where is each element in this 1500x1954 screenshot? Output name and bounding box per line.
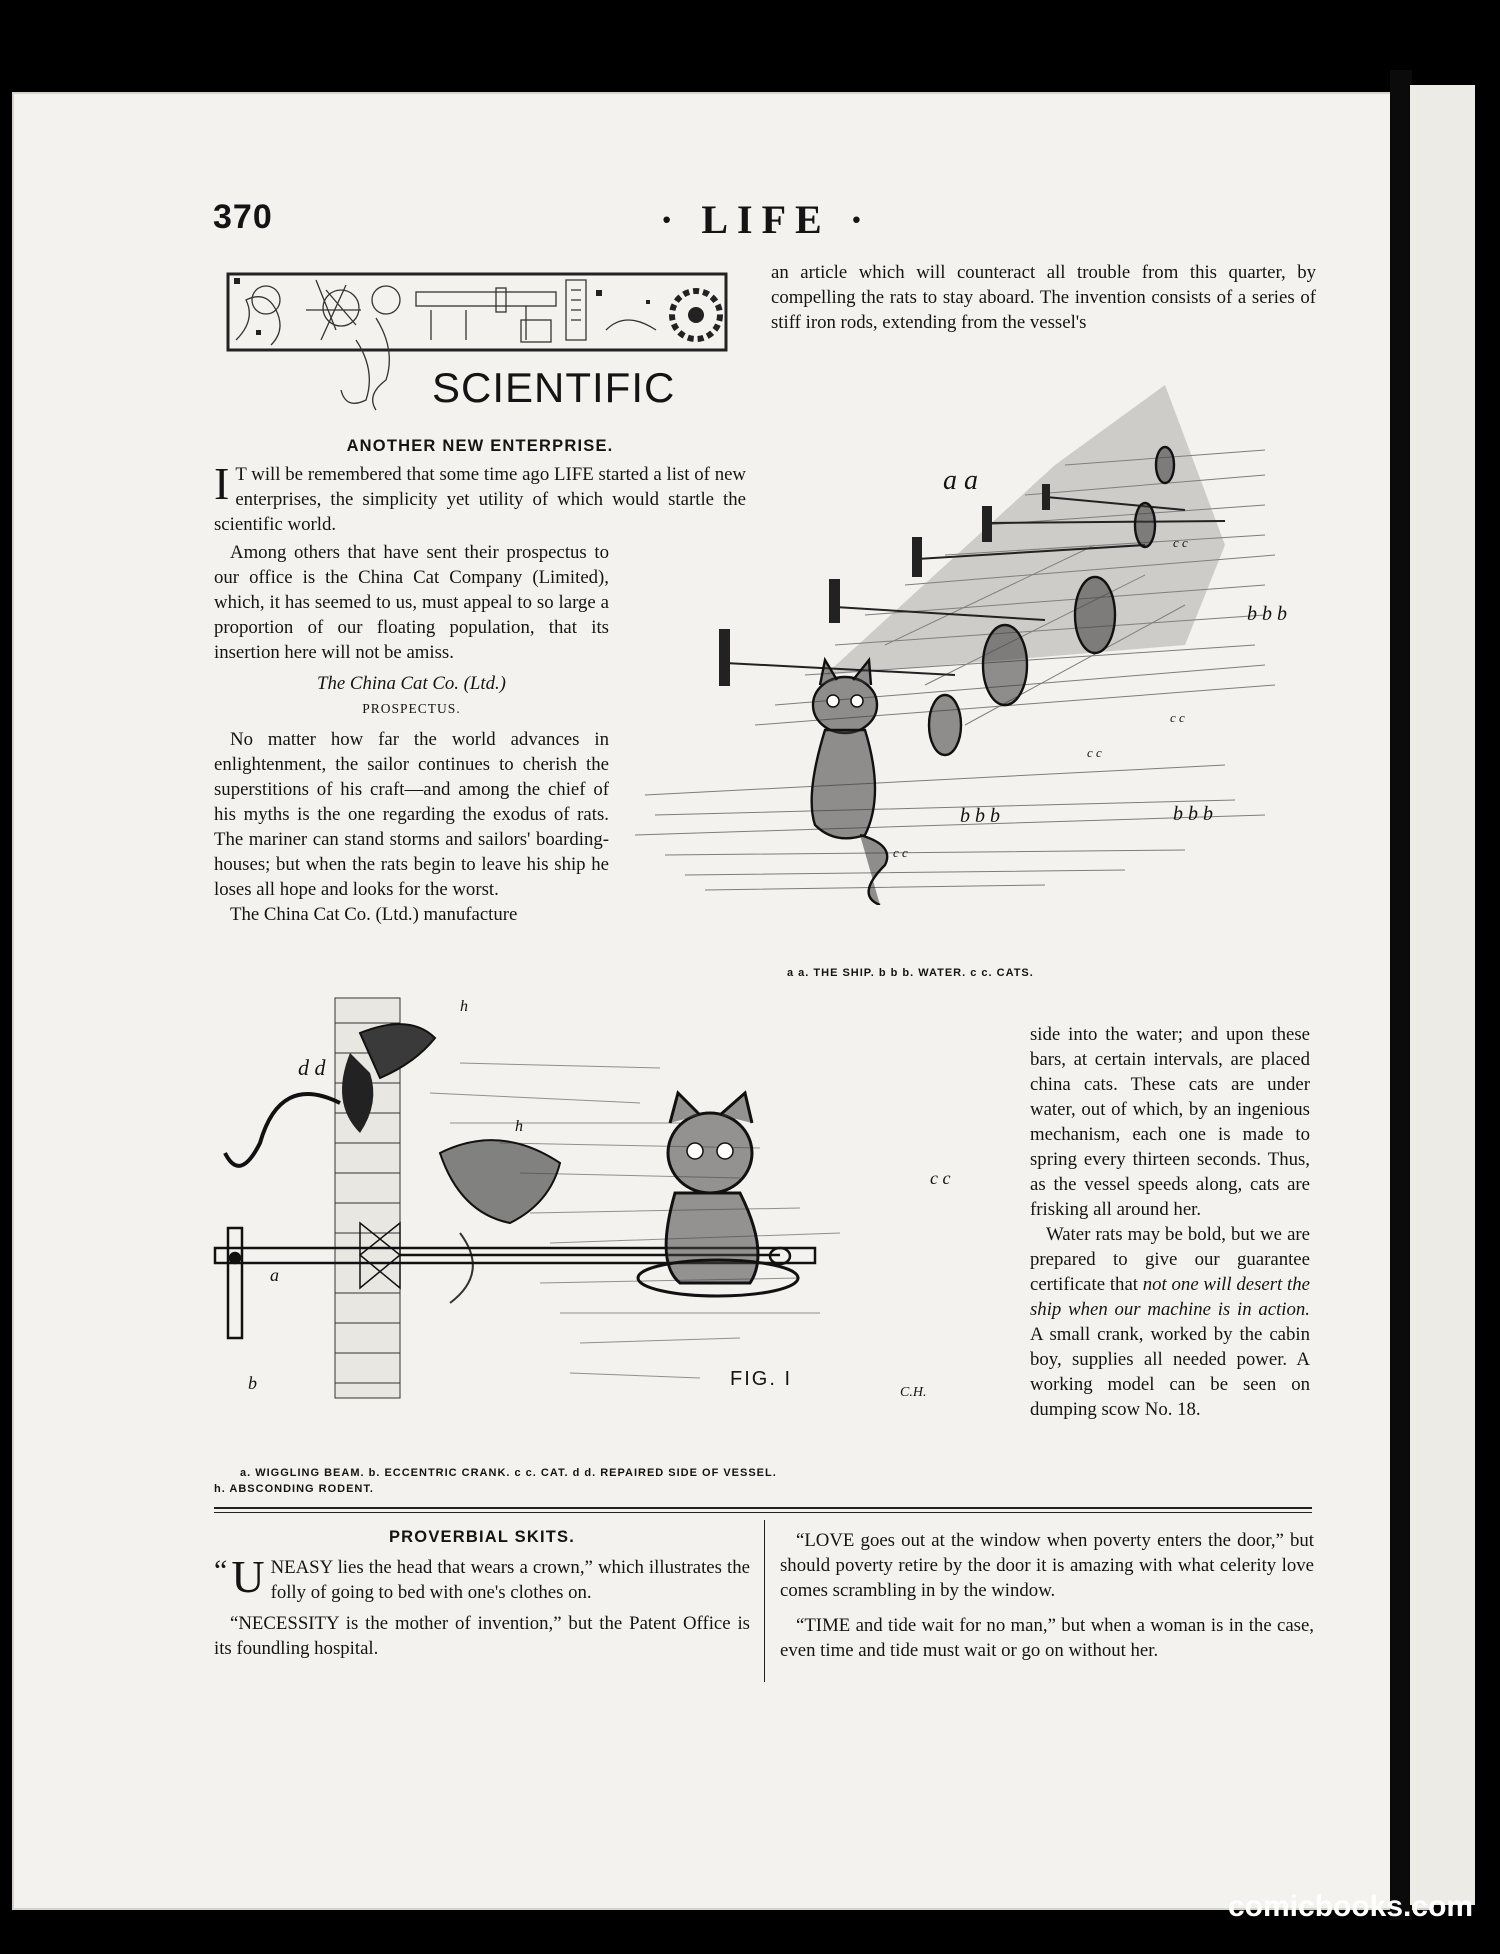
article-paragraph-7-start: Water rats may be bold, but we are prepared to give our guarantee certificate that bbox=[1030, 1224, 1310, 1295]
label-cats-1: c c bbox=[1173, 535, 1188, 550]
prospectus-label: PROSPECTUS. bbox=[362, 701, 461, 716]
figure1-caption: a a. THE SHIP. b b b. WATER. c c. CATS. bbox=[787, 967, 1034, 979]
masthead: · LIFE · bbox=[660, 197, 873, 242]
label-water-right-top: b b b bbox=[1247, 603, 1287, 625]
proverbs-column-left bbox=[214, 1528, 750, 1661]
section-divider-bottom bbox=[214, 1512, 1312, 1513]
article-paragraph-6: side into the water; and upon these bars, at certain intervals, are placed china cats. These cats are under water, out of which, by an ingenious mechanism, each one is made to spring every thirteen seconds. Thus, as the vessel speeds along, cats are frisking all around her. bbox=[1030, 1024, 1310, 1220]
artist-signature: C.H. bbox=[900, 1385, 927, 1400]
book-spine bbox=[1390, 70, 1412, 1920]
label-ship: a a bbox=[943, 465, 978, 496]
article-paragraph-2: Among others that have sent their prospectus to our office is the China Cat Company (Limited), which, it has seemed to us, must appeal to so large a proportion of our floating population, that its insertion here will not be amiss. bbox=[214, 542, 609, 663]
article-paragraph-7-end: A small crank, worked by the cabin boy, supplies all needed power. A working model can be seen on dumping scow No. 18. bbox=[1030, 1324, 1310, 1420]
article-paragraph-4: The China Cat Co. (Ltd.) manufacture bbox=[230, 904, 518, 925]
proverb-1: NEASY lies the head that wears a crown,” which illustrates the folly of going to bed with one's clothes on. bbox=[270, 1557, 750, 1603]
figure-mechanism bbox=[200, 993, 1000, 1413]
article-paragraph-7-italic: not one will desert the ship when our machine is in action. bbox=[1030, 1274, 1310, 1320]
label-crank: b bbox=[248, 1373, 257, 1393]
label-rodent-middle: h bbox=[515, 1118, 523, 1135]
article-column-left-narrow bbox=[214, 540, 609, 927]
label-beam: a bbox=[270, 1265, 279, 1285]
proverbs-title: PROVERBIAL SKITS. bbox=[388, 1528, 576, 1546]
label-repaired-side: d d bbox=[298, 1055, 326, 1080]
label-water-right: b b b bbox=[1173, 803, 1213, 825]
article-column-right-bottom bbox=[1030, 1022, 1310, 1422]
proverb-2: “NECESSITY is the mother of invention,” but the Patent Office is its foundling hospital. bbox=[214, 1613, 750, 1659]
opening-quote: “ bbox=[214, 1554, 228, 1587]
company-name: The China Cat Co. (Ltd.) bbox=[317, 673, 506, 694]
article-paragraph-5: an article which will counteract all trouble from this quarter, by compelling the rats to stay aboard. The invention consists of a series of stiff iron rods, extending from the vessel's bbox=[771, 262, 1316, 333]
article-column-right-top bbox=[771, 260, 1316, 335]
label-cats-3: c c bbox=[1087, 745, 1102, 760]
section-divider-top bbox=[214, 1507, 1312, 1509]
figure2-caption-line2: h. ABSCONDING RODENT. bbox=[214, 1483, 374, 1495]
drop-cap-u: U bbox=[231, 1551, 265, 1602]
article-headline: ANOTHER NEW ENTERPRISE. bbox=[346, 437, 614, 455]
adjacent-page-edge bbox=[1410, 85, 1475, 1905]
article-paragraph-3: No matter how far the world advances in enlightenment, the sailor continues to cherish the superstitions of his craft—and among the chief of his myths is the one regarding the exodus of rats. The mariner can stand storms and sailors' boarding-houses; but when the rats begin to leave his ship he loses all hope and looks for the worst. bbox=[214, 729, 609, 900]
label-cats-2: c c bbox=[1170, 710, 1185, 725]
label-cats-4: c c bbox=[893, 845, 908, 860]
figure-ship-cats bbox=[625, 345, 1315, 979]
column-divider bbox=[764, 1520, 765, 1682]
fig-label: FIG. I bbox=[730, 1368, 792, 1390]
label-water-left: b b b bbox=[960, 805, 1000, 827]
label-rodent-top: h bbox=[460, 998, 468, 1015]
proverb-3: “LOVE goes out at the window when poverty enters the door,” but should poverty retire by the door it is amazing with what celerity love comes scrambling in by the window. bbox=[780, 1530, 1314, 1601]
page-number: 370 bbox=[213, 198, 273, 236]
figure2-caption-line1: a. WIGGLING BEAM. b. ECCENTRIC CRANK. c c. CAT. d d. REPAIRED SIDE OF VESSEL. bbox=[240, 1467, 777, 1479]
article-paragraph-1: T will be remembered that some time ago LIFE started a list of new enterprises, the simplicity yet utility of which would startle the scientific world. bbox=[214, 464, 746, 535]
label-cat: c c bbox=[930, 1168, 951, 1188]
drop-cap-i: I bbox=[214, 458, 230, 509]
proverb-4: “TIME and tide wait for no man,” but when a woman is in the case, even time and tide must wait or go on without her. bbox=[780, 1615, 1314, 1661]
watermark: comicbooks.com bbox=[1228, 1890, 1474, 1923]
proverbs-column-right bbox=[780, 1528, 1314, 1663]
banner-title: SCIENTIFIC bbox=[432, 364, 676, 411]
